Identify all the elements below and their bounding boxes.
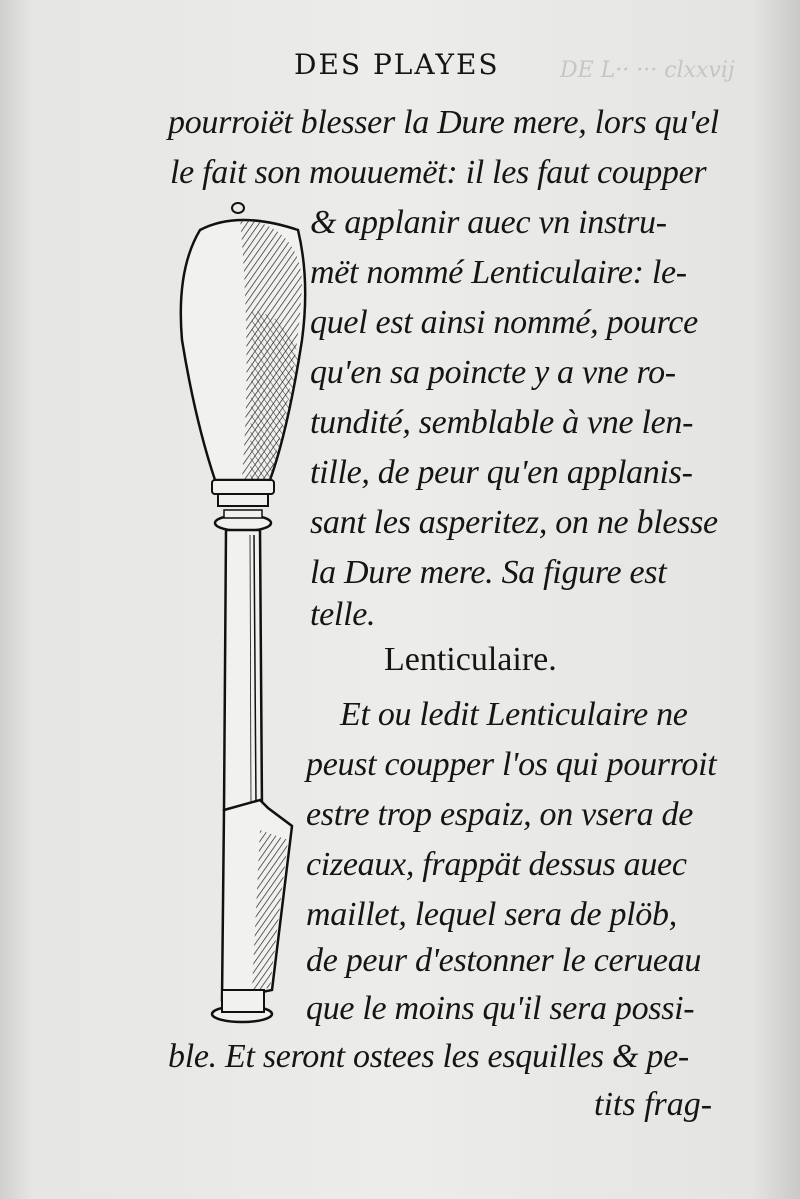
text-line-14: estre trop espaiz, on vsera de bbox=[306, 796, 693, 833]
text-line-5: quel est ainsi nommé, pource bbox=[310, 304, 698, 341]
text-line-12: Et ou ledit Lenticulaire ne bbox=[340, 696, 688, 733]
text-line-15: cizeaux, frappät dessus auec bbox=[306, 846, 687, 883]
text-line-10: la Dure mere. Sa figure est bbox=[310, 554, 667, 591]
text-line-17: de peur d'estonner le cerueau bbox=[306, 942, 702, 979]
show-through: DE L·· ··· clxxvij bbox=[560, 58, 735, 83]
text-line-11: telle. bbox=[310, 596, 376, 633]
text-line-19: ble. Et seront ostees les esquilles & pe- bbox=[168, 1038, 689, 1075]
catchword: tits frag- bbox=[594, 1086, 713, 1123]
text-line-3: & applanir auec vn instru- bbox=[310, 204, 667, 241]
text-line-2: le fait son mouuemët: il les faut coupper bbox=[170, 154, 707, 191]
text-line-13: peust coupper l'os qui pourroit bbox=[306, 746, 717, 783]
text-line-8: tille, de peur qu'en applanis- bbox=[310, 454, 693, 491]
text-line-4: mët nommé Lenticulaire: le- bbox=[310, 254, 687, 291]
running-head: DES PLAYES bbox=[294, 48, 500, 81]
text-line-1: pourroiët blesser la Dure mere, lors qu'el bbox=[168, 104, 719, 141]
lenticular-instrument-illustration bbox=[160, 190, 310, 1030]
figure-caption: Lenticulaire. bbox=[384, 641, 557, 678]
text-line-9: sant les asperitez, on ne blesse bbox=[310, 504, 718, 541]
text-line-16: maillet, lequel sera de plöb, bbox=[306, 896, 677, 933]
text-line-6: qu'en sa poincte y a vne ro- bbox=[310, 354, 676, 391]
text-line-18: que le moins qu'il sera possi- bbox=[306, 990, 695, 1027]
text-line-7: tundité, semblable à vne len- bbox=[310, 404, 694, 441]
